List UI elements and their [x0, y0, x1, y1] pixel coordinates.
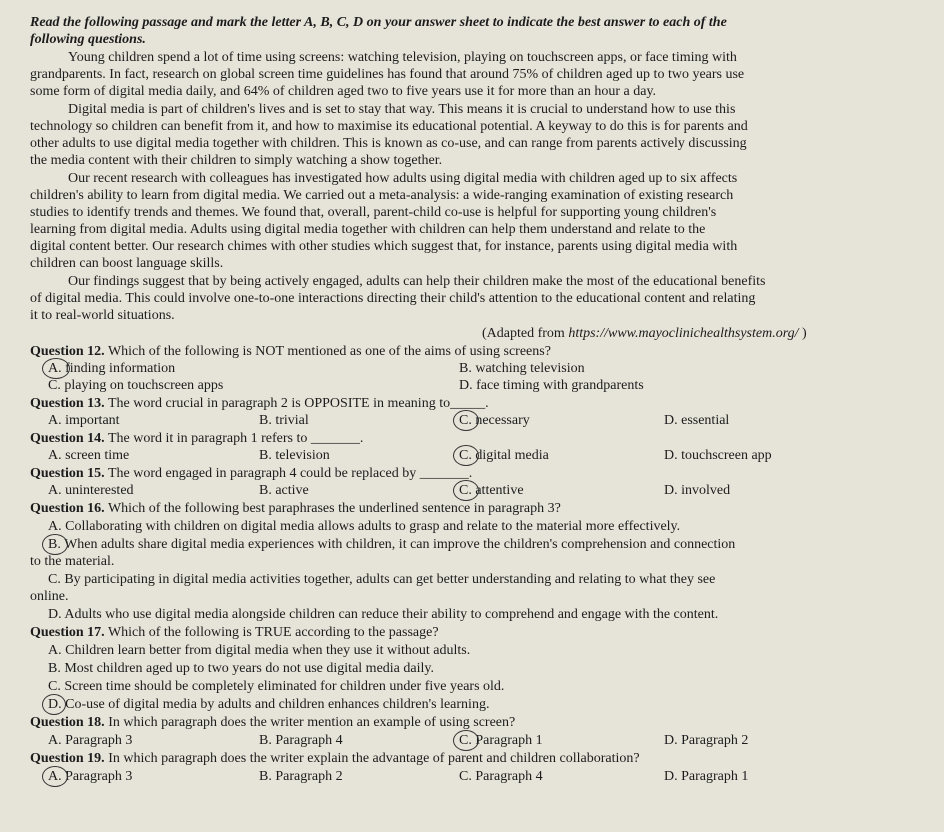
- q14-option-c[interactable]: C. digital media: [459, 448, 549, 463]
- question-17-text: Which of the following is TRUE according to the passage?: [107, 625, 439, 640]
- question-14-text: The word it in paragraph 1 refers to _______.: [107, 431, 364, 446]
- q19-option-c[interactable]: C. Paragraph 4: [459, 769, 543, 784]
- q18-option-c[interactable]: C. Paragraph 1: [459, 733, 543, 748]
- q16-option-c-line-2[interactable]: online.: [30, 589, 69, 604]
- passage-p2-line-2: technology so children can benefit from it, and how to maximise its educational potential. A keyway to do this is for parents and: [30, 119, 748, 134]
- q18-answer-circle: [453, 730, 479, 751]
- q17-option-d[interactable]: D. Co-use of digital media by adults and children enhances children's learning.: [48, 697, 490, 712]
- q16-option-c-line-1[interactable]: C. By participating in digital media activities together, adults can get better understanding and relating to what they see: [48, 572, 716, 587]
- q13-answer-circle: [453, 410, 479, 431]
- q15-option-b[interactable]: B. active: [259, 483, 309, 498]
- passage-p3-line-3: studies to identify trends and themes. We found that, overall, parent-child co-use is helpful for supporting young children's: [30, 205, 717, 220]
- q14-answer-circle: [453, 445, 479, 466]
- question-16-number: Question 16.: [30, 501, 105, 516]
- question-13: [30, 395, 489, 412]
- question-19: [30, 750, 640, 767]
- passage-p4-line-1: Our findings suggest that by being actively engaged, adults can help their children make the most of the educational benefits: [68, 274, 766, 289]
- q19-option-d[interactable]: D. Paragraph 1: [664, 769, 749, 784]
- q16-option-b-line-2[interactable]: to the material.: [30, 554, 115, 569]
- q18-option-a[interactable]: A. Paragraph 3: [48, 733, 133, 748]
- q13-option-c[interactable]: C. necessary: [459, 413, 530, 428]
- question-15-text: The word engaged in paragraph 4 could be replaced by _______.: [107, 466, 473, 481]
- passage-p3-line-5: digital content better. Our research chimes with other studies which suggest that, for instance, parents using digital media with: [30, 239, 738, 254]
- question-13-text: The word crucial in paragraph 2 is OPPOSITE in meaning to_____.: [107, 396, 489, 411]
- q13-option-a[interactable]: A. important: [48, 413, 120, 428]
- q17-option-c[interactable]: C. Screen time should be completely eliminated for children under five years old.: [48, 679, 505, 694]
- q12-answer-circle: [42, 358, 70, 379]
- q13-option-d[interactable]: D. essential: [664, 413, 730, 428]
- source-prefix: (Adapted from: [482, 326, 569, 341]
- question-18-number: Question 18.: [30, 715, 105, 730]
- question-16-text: Which of the following best paraphrases the underlined sentence in paragraph 3?: [107, 501, 561, 516]
- q12-option-b[interactable]: B. watching television: [459, 361, 585, 376]
- instructions-line-2: following questions.: [30, 32, 146, 47]
- q19-option-a[interactable]: A. Paragraph 3: [48, 769, 133, 784]
- q12-option-d[interactable]: D. face timing with grandparents: [459, 378, 644, 393]
- q19-answer-circle: [42, 766, 68, 787]
- question-12-number: Question 12.: [30, 344, 105, 359]
- question-15: [30, 465, 472, 482]
- q14-option-a[interactable]: A. screen time: [48, 448, 130, 463]
- source-suffix: ): [798, 326, 807, 341]
- question-15-number: Question 15.: [30, 466, 105, 481]
- q19-option-b[interactable]: B. Paragraph 2: [259, 769, 343, 784]
- question-17-number: Question 17.: [30, 625, 105, 640]
- q14-option-b[interactable]: B. television: [259, 448, 330, 463]
- question-14: [30, 430, 363, 447]
- q12-option-a[interactable]: A. finding information: [48, 361, 176, 376]
- source-url: https://www.mayoclinichealthsystem.org/: [568, 326, 799, 341]
- q15-option-d[interactable]: D. involved: [664, 483, 731, 498]
- source-citation: [482, 325, 807, 342]
- q16-option-d[interactable]: D. Adults who use digital media alongside children can reduce their ability to comprehend and engage with the content.: [48, 607, 719, 622]
- passage-p2-line-1: Digital media is part of children's lives and is set to stay that way. This means it is crucial to understand how to use this: [68, 102, 736, 117]
- q12-option-c[interactable]: C. playing on touchscreen apps: [48, 378, 224, 393]
- question-14-number: Question 14.: [30, 431, 105, 446]
- q18-option-b[interactable]: B. Paragraph 4: [259, 733, 343, 748]
- instructions-line-1: Read the following passage and mark the letter A, B, C, D on your answer sheet to indicate the best answer to each of the: [30, 15, 727, 30]
- question-13-number: Question 13.: [30, 396, 105, 411]
- passage-p1-line-1: Young children spend a lot of time using screens: watching television, playing on touchscreen apps, or face timing with: [68, 50, 737, 65]
- q15-option-a[interactable]: A. uninterested: [48, 483, 134, 498]
- question-18: [30, 714, 515, 731]
- passage-p1-line-2: grandparents. In fact, research on global screen time guidelines has found that around 75% of children aged up to two years use: [30, 67, 745, 82]
- question-12-text: Which of the following is NOT mentioned as one of the aims of using screens?: [107, 344, 551, 359]
- q16-answer-circle: [42, 534, 68, 555]
- q17-option-b[interactable]: B. Most children aged up to two years do not use digital media daily.: [48, 661, 434, 676]
- question-19-number: Question 19.: [30, 751, 105, 766]
- q17-answer-circle: [42, 694, 66, 715]
- q15-answer-circle: [453, 480, 479, 501]
- question-19-text: In which paragraph does the writer explain the advantage of parent and children collaboration?: [108, 751, 640, 766]
- question-12: [30, 343, 551, 360]
- question-17: [30, 624, 439, 641]
- passage-p3-line-4: learning from digital media. Adults using digital media together with children can help them understand and relate to the: [30, 222, 706, 237]
- passage-p2-line-4: the media content with their children to simply watching a show together.: [30, 153, 443, 168]
- passage-p4-line-3: it to real-world situations.: [30, 308, 175, 323]
- question-18-text: In which paragraph does the writer mention an example of using screen?: [108, 715, 516, 730]
- question-16: [30, 500, 561, 517]
- passage-p2-line-3: other adults to use digital media together with children. This is known as co-use, and can range from parents actively discussing: [30, 136, 747, 151]
- q15-option-c[interactable]: C. attentive: [459, 483, 524, 498]
- passage-p4-line-2: of digital media. This could involve one-to-one interactions directing their child's attention to the educational content and relating: [30, 291, 756, 306]
- q14-option-d[interactable]: D. touchscreen app: [664, 448, 772, 463]
- q16-option-b-line-1[interactable]: B. When adults share digital media experiences with children, it can improve the children's comprehension and connection: [48, 537, 736, 552]
- passage-p3-line-1: Our recent research with colleagues has investigated how adults using digital media with children aged up to six affects: [68, 171, 738, 186]
- passage-p3-line-2: children's ability to learn from digital media. We carried out a meta-analysis: a wide-ranging examination of existing research: [30, 188, 734, 203]
- q18-option-d[interactable]: D. Paragraph 2: [664, 733, 749, 748]
- q13-option-b[interactable]: B. trivial: [259, 413, 309, 428]
- q16-option-a[interactable]: A. Collaborating with children on digital media allows adults to grasp and relate to the material more effectively.: [48, 519, 681, 534]
- passage-p3-line-6: children can boost language skills.: [30, 256, 224, 271]
- passage-p1-line-3: some form of digital media daily, and 64% of children aged two to five years use it for more than an hour a day.: [30, 84, 657, 99]
- q17-option-a[interactable]: A. Children learn better from digital media when they use it without adults.: [48, 643, 471, 658]
